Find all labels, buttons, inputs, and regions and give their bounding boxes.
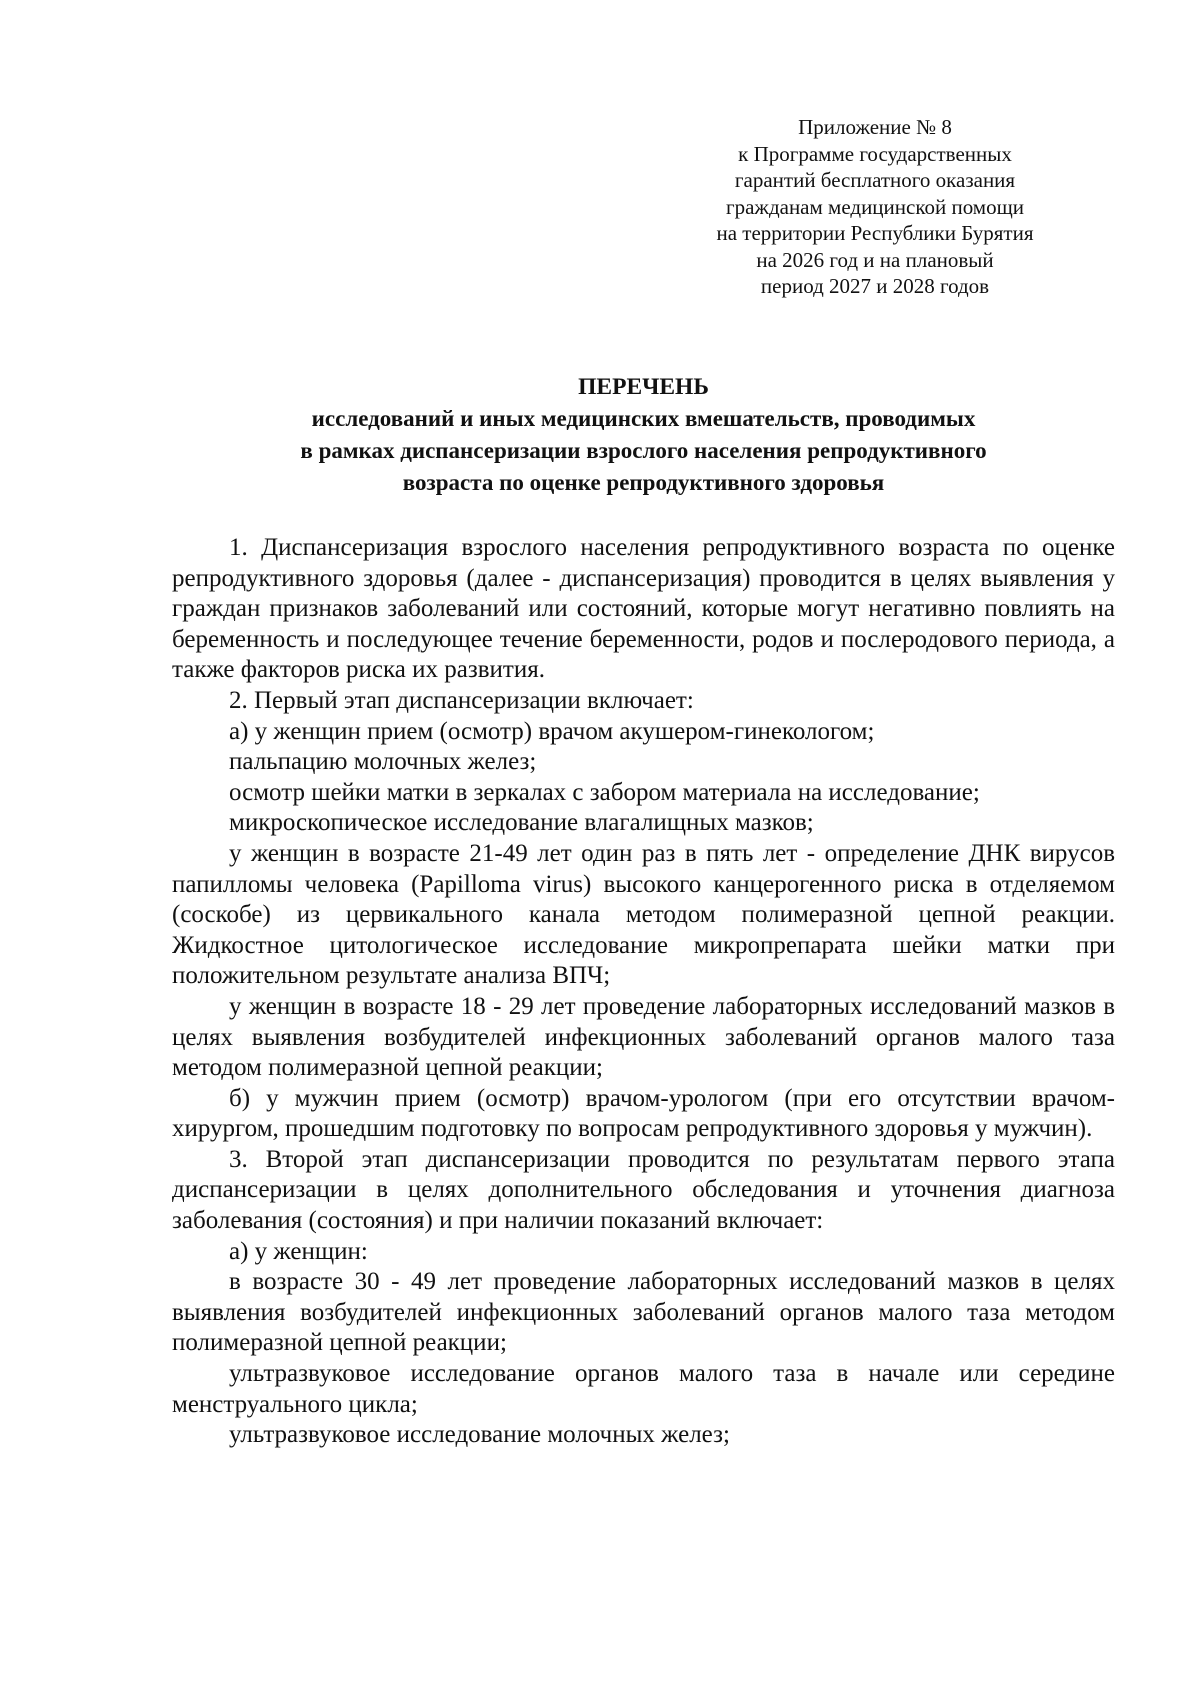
document-body <box>172 533 1115 1451</box>
appendix-line: гарантий бесплатного оказания <box>734 168 1016 192</box>
document-heading <box>172 371 1115 499</box>
body-paragraph: ультразвуковое исследование молочных желез; <box>229 1421 730 1449</box>
body-paragraph: пальпацию молочных желез; <box>229 748 537 776</box>
document-subtitle-line: возраста по оценке репродуктивного здоровья <box>402 470 885 495</box>
appendix-line: гражданам медицинской помощи <box>726 194 1024 219</box>
body-paragraph: у женщин в возрасте 18 - 29 лет проведение лабораторных исследований мазков в целях выявления возбудителей инфекционных заболеваний органов малого таза методом полимеразной цепной реакции; <box>172 992 1115 1082</box>
document-title: ПЕРЕЧЕНЬ <box>578 374 709 400</box>
appendix-note <box>700 114 1050 300</box>
body-paragraph: осмотр шейки матки в зеркалах с забором материала на исследование; <box>229 778 980 806</box>
body-paragraph: ультразвуковое исследование органов малого таза в начале или середине менструального цикла; <box>172 1360 1115 1418</box>
body-paragraph: а) у женщин: <box>229 1237 368 1265</box>
appendix-line: на территории Республики Бурятия <box>716 221 1034 245</box>
appendix-line: к Программе государственных <box>738 141 1012 166</box>
body-paragraph: в возрасте 30 - 49 лет проведение лабораторных исследований мазков в целях выявления возбудителей инфекционных заболеваний органов малого таза методом полимеразной цепной реакции; <box>172 1268 1115 1357</box>
document-subtitle-line: в рамках диспансеризации взрослого населения репродуктивного <box>300 438 987 463</box>
body-paragraph: 2. Первый этап диспансеризации включает: <box>229 686 694 714</box>
body-paragraph: а) у женщин прием (осмотр) врачом акушером-гинекологом; <box>229 717 875 745</box>
body-paragraph: 1. Диспансеризация взрослого населения репродуктивного возраста по оценке репродуктивного здоровья (далее - диспансеризация) проводится в целях выявления у граждан признаков заболеваний или состояний, которые могут негативно повлиять на беременность и последующее течение беременности, родов и послеродового периода, а также факторов риска их развития. <box>172 534 1115 684</box>
appendix-line: на 2026 год и на плановый <box>756 247 994 272</box>
appendix-line: период 2027 и 2028 годов <box>760 274 990 298</box>
appendix-line: Приложение № 8 <box>798 115 952 139</box>
body-paragraph: 3. Второй этап диспансеризации проводится по результатам первого этапа диспансеризации в целях дополнительного обследования и уточнения диагноза заболевания (состояния) и при наличии показаний включает: <box>172 1145 1115 1235</box>
body-paragraph: б) у мужчин прием (осмотр) врачом-урологом (при его отсутствии врачом-хирургом, прошедшим подготовку по вопросам репродуктивного здоровья у мужчин). <box>172 1084 1115 1143</box>
document-subtitle-line: исследований и иных медицинских вмешательств, проводимых <box>311 406 976 431</box>
body-paragraph: у женщин в возрасте 21-49 лет один раз в пять лет - определение ДНК вирусов папилломы человека (Papilloma virus) высокого канцерогенного риска в отделяемом (соскобе) из цервикального канала методом полимеразной цепной реакции. Жидкостное цитологическое исследование микропрепарата шейки матки при положительном результате анализа ВПЧ; <box>172 839 1115 990</box>
body-paragraph: микроскопическое исследование влагалищных мазков; <box>229 809 814 837</box>
